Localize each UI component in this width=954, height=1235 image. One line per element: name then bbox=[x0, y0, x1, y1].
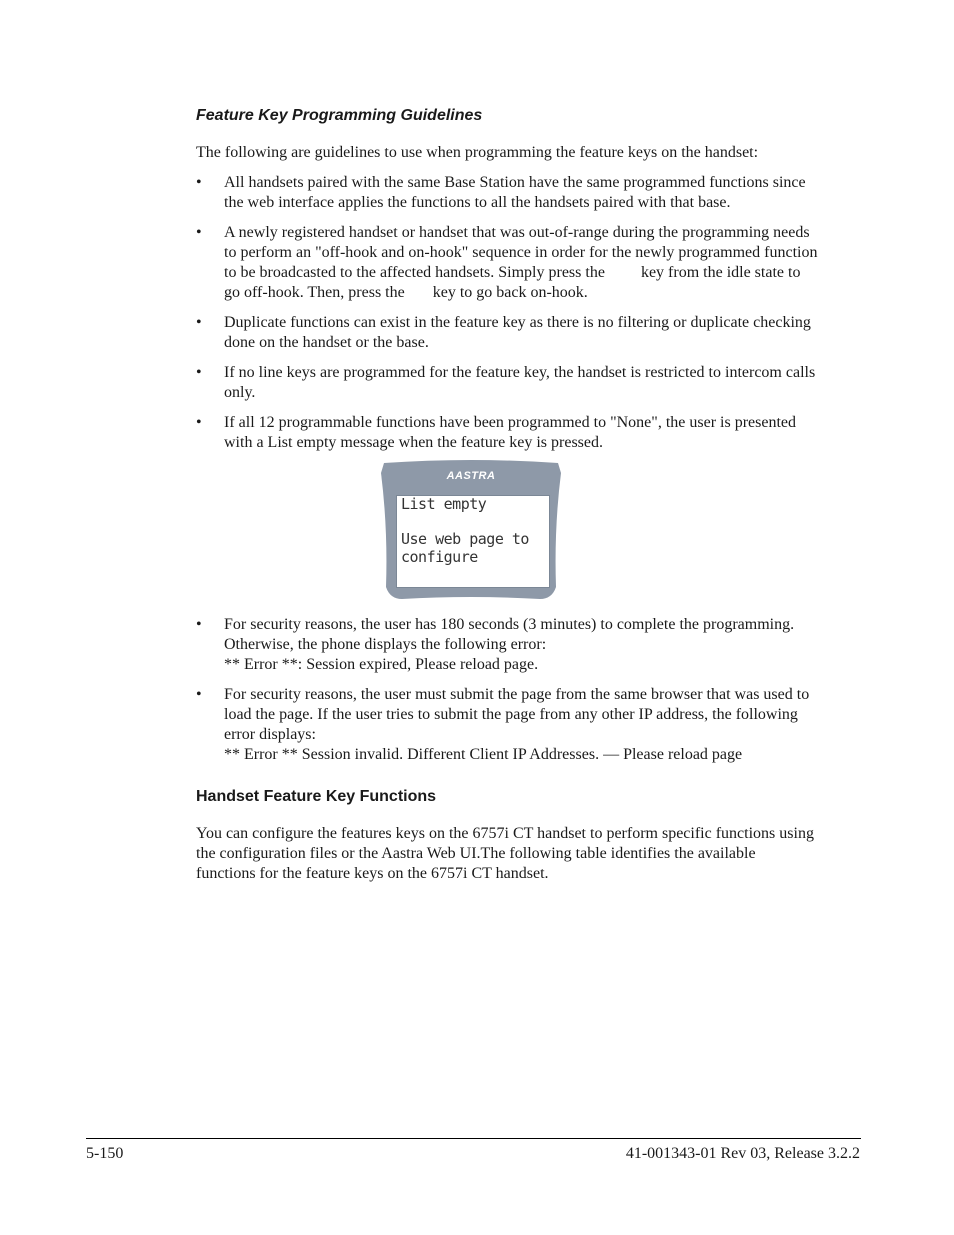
bullet-line: to perform an "off-hook and on-hook" sequence in order for the newly programmed function bbox=[224, 244, 818, 261]
bullet-marker: • bbox=[196, 174, 202, 191]
bullet-line-part: to be broadcasted to the affected handsets. Simply press the bbox=[224, 264, 605, 281]
error-message: ** Error **: Session expired, Please reload page. bbox=[224, 656, 539, 673]
bullet-marker: • bbox=[196, 224, 202, 241]
bullet-line: Otherwise, the phone displays the following error: bbox=[224, 636, 547, 653]
bullet-line: For security reasons, the user must submit the page from the same browser that was used to bbox=[224, 686, 810, 703]
screen-line-2: Use web page to bbox=[401, 530, 529, 548]
bullet-line-part: go off-hook. Then, press the bbox=[224, 284, 405, 301]
bullet-line bbox=[224, 263, 856, 283]
page-number: 5-150 bbox=[86, 1145, 124, 1162]
bullet-line: A newly registered handset or handset that was out-of-range during the programming needs bbox=[224, 224, 810, 241]
bullet-line: error displays: bbox=[224, 726, 316, 743]
bullet-line: If all 12 programmable functions have been programmed to "None", the user is presented bbox=[224, 414, 796, 431]
bullet-marker: • bbox=[196, 314, 202, 331]
bullet-line: the web interface applies the functions to all the handsets paired with that base. bbox=[224, 194, 731, 211]
paragraph-line: the configuration files or the Aastra Web UI.The following table identifies the available bbox=[196, 845, 756, 862]
paragraph-line: functions for the feature keys on the 6757i CT handset. bbox=[196, 865, 549, 882]
bullet-line: load the page. If the user tries to submit the page from any other IP address, the following bbox=[224, 706, 798, 723]
error-message: ** Error ** Session invalid. Different Client IP Addresses. — Please reload page bbox=[224, 746, 743, 763]
bullet-marker: • bbox=[196, 414, 202, 431]
bullet-line: All handsets paired with the same Base Station have the same programmed functions since bbox=[224, 174, 806, 191]
screen-line-3: configure bbox=[401, 548, 478, 566]
document-info: 41-001343-01 Rev 03, Release 3.2.2 bbox=[625, 1145, 860, 1162]
paragraph-line: You can configure the features keys on the 6757i CT handset to perform specific functions using bbox=[196, 825, 814, 842]
bullet-line bbox=[224, 283, 856, 303]
bullet-line: If no line keys are programmed for the feature key, the handset is restricted to intercom calls bbox=[224, 364, 816, 381]
bullet-line: only. bbox=[224, 384, 256, 401]
closing-paragraph bbox=[196, 824, 856, 884]
bullet-marker: • bbox=[196, 364, 202, 381]
subheading: Handset Feature Key Functions bbox=[196, 788, 437, 805]
screen-line-1: List empty bbox=[401, 495, 487, 513]
aastra-logo: AASTRA bbox=[446, 470, 496, 482]
bullet-line: done on the handset or the base. bbox=[224, 334, 429, 351]
section-heading: Feature Key Programming Guidelines bbox=[196, 107, 483, 124]
bullet-marker: • bbox=[196, 616, 202, 633]
handset-screen bbox=[396, 495, 550, 588]
bullet-marker: • bbox=[196, 686, 202, 703]
intro-paragraph: The following are guidelines to use when programming the feature keys on the handset: bbox=[196, 144, 759, 161]
bullet-line-part: key to go back on-hook. bbox=[432, 284, 588, 301]
bullet-line-part: key from the idle state to bbox=[640, 264, 801, 281]
bullet-line: Duplicate functions can exist in the feature key as there is no filtering or duplicate checking bbox=[224, 314, 811, 331]
bullet-line: For security reasons, the user has 180 seconds (3 minutes) to complete the programming. bbox=[224, 616, 795, 633]
bullet-line: with a List empty message when the feature key is pressed. bbox=[224, 434, 603, 451]
footer-divider bbox=[86, 1138, 861, 1139]
handset-display-illustration bbox=[380, 459, 562, 601]
